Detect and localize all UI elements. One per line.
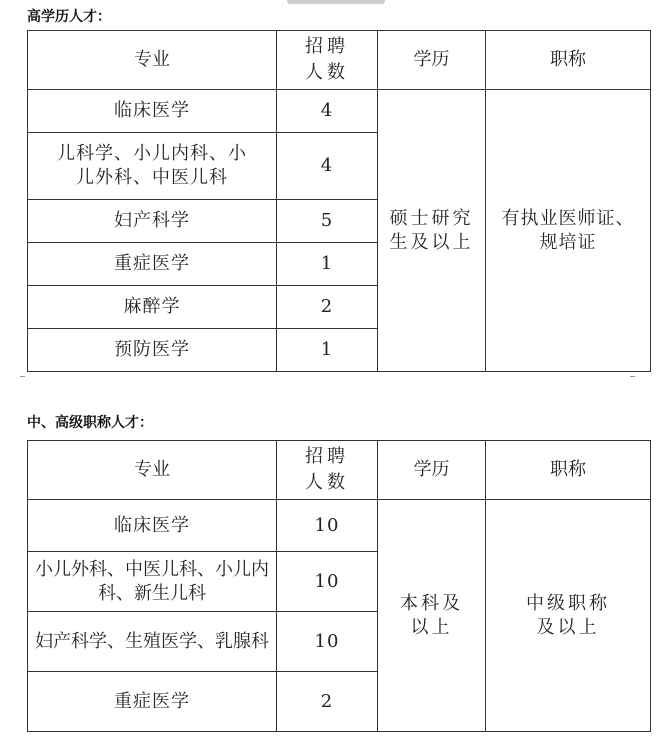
table-header-row: [28, 441, 651, 500]
education-cell: 硕士研究生及以上: [378, 90, 486, 372]
major-cell: 麻醉学: [28, 286, 277, 329]
section2-title: 中、高级职称人才：: [27, 415, 153, 431]
major-cell: 重症医学: [28, 672, 277, 732]
education-cell: 本科及以上: [378, 500, 486, 732]
header-title: 职称: [486, 441, 651, 500]
table-corner-mark: [630, 376, 635, 377]
count-cell: 2: [277, 672, 378, 732]
header-education: 学历: [378, 31, 486, 90]
table-header-row: [28, 31, 651, 90]
major-cell: 儿科学、小儿内科、小儿外科、中医儿科: [28, 133, 277, 200]
title-requirement-cell: 中级职称及以上: [486, 500, 651, 732]
header-major: 专业: [28, 31, 277, 90]
table-row: [28, 90, 651, 133]
major-cell: 小儿外科、中医儿科、小儿内科、新生儿科: [28, 552, 277, 612]
count-cell: 4: [277, 90, 378, 133]
table-corner-mark: [20, 376, 25, 377]
count-cell: 1: [277, 329, 378, 372]
header-major: 专业: [28, 441, 277, 500]
major-cell: 预防医学: [28, 329, 277, 372]
major-cell: 妇产科学: [28, 200, 277, 243]
count-cell: 4: [277, 133, 378, 200]
top-scroll-indicator: [287, 0, 385, 4]
header-education: 学历: [378, 441, 486, 500]
count-cell: 5: [277, 200, 378, 243]
count-cell: 10: [277, 552, 378, 612]
senior-title-table: [27, 440, 651, 732]
section1-title: 高学历人才：: [27, 9, 111, 25]
title-requirement-cell: 有执业医师证、规培证: [486, 90, 651, 372]
header-count: 招聘人数: [277, 31, 378, 90]
major-cell: 临床医学: [28, 90, 277, 133]
table-row: [28, 500, 651, 552]
count-cell: 2: [277, 286, 378, 329]
high-education-table: [27, 30, 651, 372]
major-cell: 临床医学: [28, 500, 277, 552]
header-count: 招聘人数: [277, 441, 378, 500]
header-title: 职称: [486, 31, 651, 90]
count-cell: 1: [277, 243, 378, 286]
major-cell: 重症医学: [28, 243, 277, 286]
count-cell: 10: [277, 500, 378, 552]
count-cell: 10: [277, 612, 378, 672]
major-cell: 妇产科学、生殖医学、乳腺科: [28, 612, 277, 672]
